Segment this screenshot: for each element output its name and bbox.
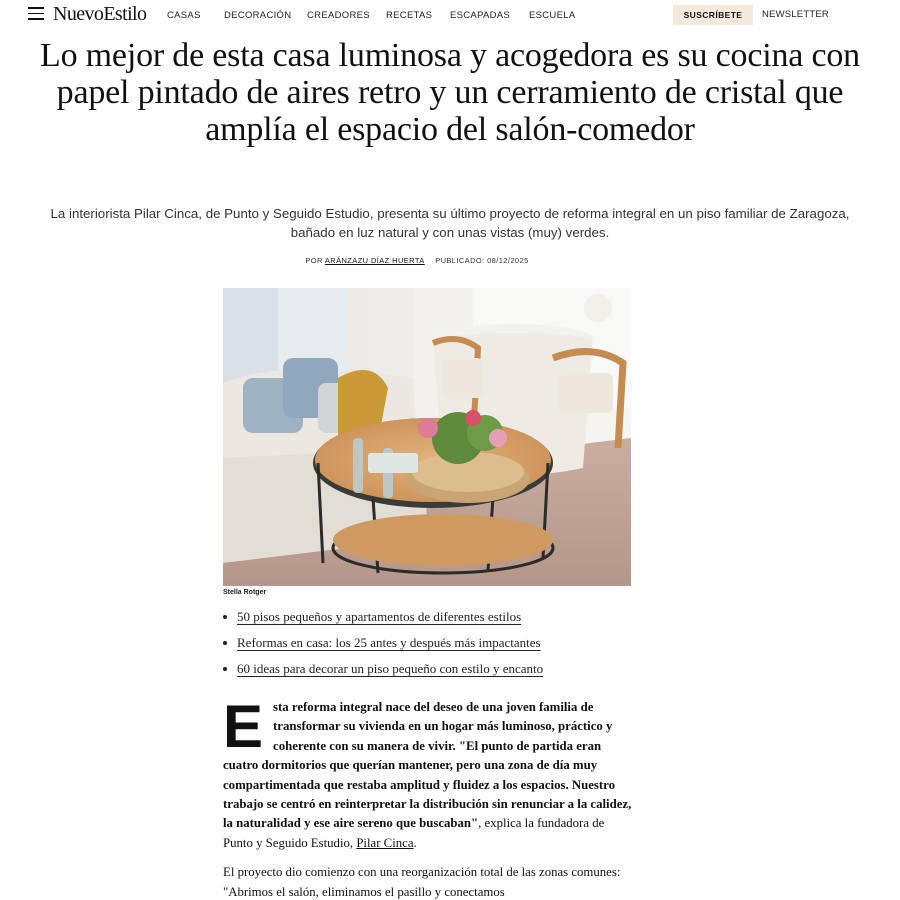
hamburger-menu-icon[interactable] [28,7,44,20]
list-item [223,608,543,634]
list-item [223,660,543,686]
hero-photo [223,288,631,586]
article-headline: Lo mejor de esta casa luminosa y acogedora es su cocina con papel pintado de aires retro y un cerramiento de cristal que amplía el espacio del salón-comedor [40,37,860,148]
list-item [223,634,543,660]
byline [0,256,834,265]
nav-item-escapadas[interactable]: ESCAPADAS [450,10,511,21]
main-nav [167,10,589,21]
related-link[interactable]: 60 ideas para decorar un piso pequeño con estilo y encanto [237,661,544,676]
paragraph-text: , explica la fundadora de Punto y Seguido Estudio, [223,816,605,850]
article-paragraph [223,693,633,853]
article-dek: La interiorista Pilar Cinca, de Punto y Seguido Estudio, presenta su último proyecto de reforma integral en un piso familiar de Zaragoza, bañado en luz natural y con unas vistas (muy) verdes. [50,206,850,240]
nav-item-recetas[interactable]: RECETAS [386,10,433,21]
subscribe-button[interactable]: SUSCRÍBETE [673,5,753,25]
byline-prefix: POR [305,256,323,265]
lead-quote: sta reforma integral nace del deseo de una joven familia de transformar su vivienda en un hogar más luminoso, práctico y coherente con su manera de vivir. "El punto de partida eran cuatro dormitorios que querían mantener, pero una zona de día muy compartimentada que restaba amplitud y fluidez a los espacios. Nuestro trabajo se centró en reinterpretar la distribución sin renunciar a la calidez, la naturalidad y ese aire sereno que buscaban" [223,700,632,831]
related-link[interactable]: 50 pisos pequeños y apartamentos de diferentes estilos [237,609,522,624]
article-paragraph: El proyecto dio comienzo con una reorganización total de las zonas comunes: "Abrimos el salón, eliminamos el pasillo y conectamos [223,865,621,899]
related-links [223,608,543,686]
newsletter-link[interactable]: NEWSLETTER [762,9,829,20]
nav-item-casas[interactable]: CASAS [167,10,201,21]
photo-credit: Stella Rotger [223,589,267,596]
drop-cap: E [223,693,264,760]
nav-item-escuela[interactable]: ESCUELA [529,10,576,21]
publish-date: PUBLICADO: 08/12/2025 [435,256,529,265]
related-link[interactable]: Reformas en casa: los 25 antes y después más impactantes [237,635,541,650]
author-link[interactable]: ARÁNZAZU DÍAZ HUERTA [324,256,425,265]
paragraph-end: . [413,835,417,850]
nav-item-creadores[interactable]: CREADORES [307,10,370,21]
site-logo[interactable]: NuevoEstilo [53,3,147,25]
article-body [223,693,633,900]
top-bar [0,0,900,30]
nav-item-decoracion[interactable]: DECORACIÓN [224,10,292,21]
pilar-cinca-link[interactable]: Pilar Cinca [356,835,414,850]
